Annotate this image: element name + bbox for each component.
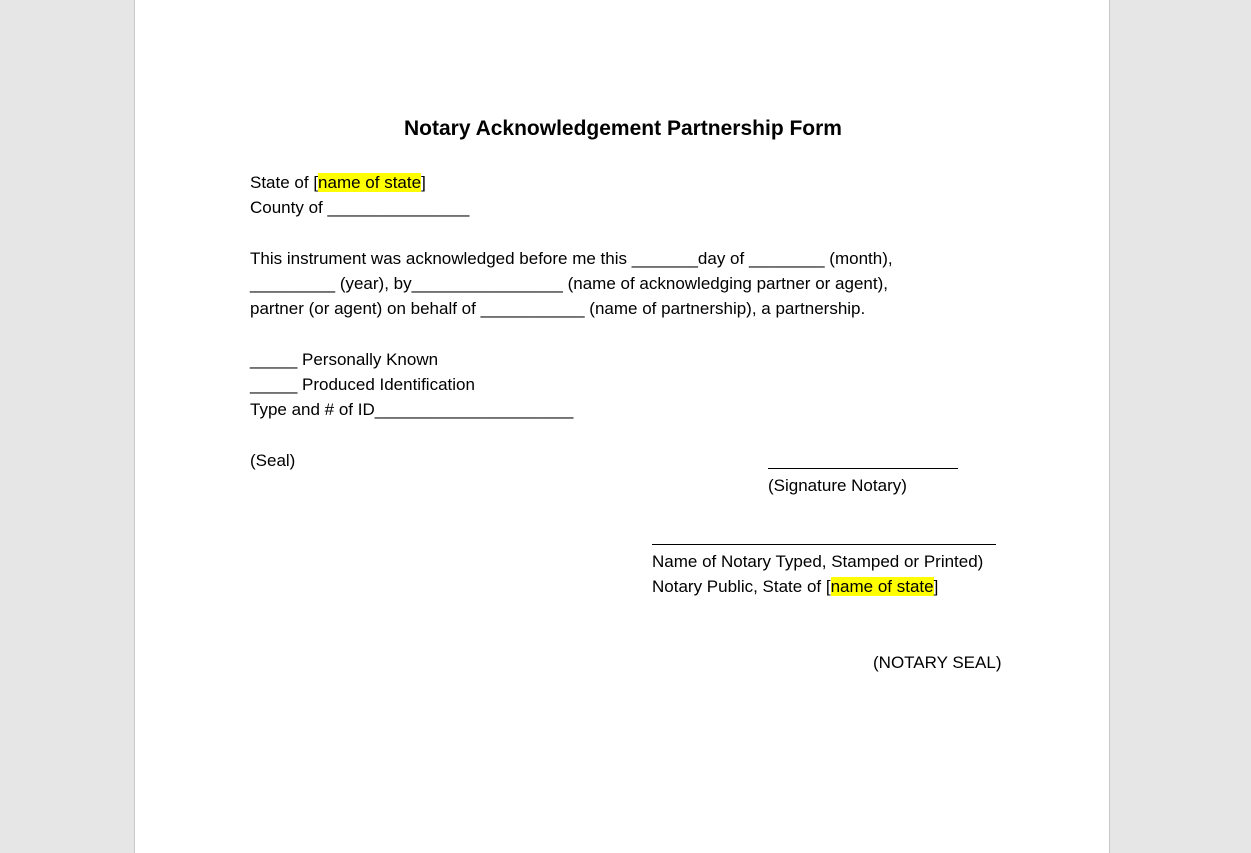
- body-line-3: partner (or agent) on behalf of ___________ (name of partnership), a partnership.: [250, 299, 866, 318]
- document-page: [134, 0, 1110, 853]
- notary-public-line: [652, 577, 938, 597]
- state-placeholder-highlight: name of state: [318, 173, 422, 192]
- state-prefix: State of [: [250, 173, 319, 192]
- signature-rule: [768, 468, 958, 469]
- notary-state-placeholder-highlight: name of state: [830, 577, 934, 596]
- notary-public-suffix: ]: [933, 577, 939, 596]
- notary-name-rule: [652, 544, 996, 545]
- notary-name-label: Name of Notary Typed, Stamped or Printed): [652, 552, 984, 571]
- document-title: Notary Acknowledgement Partnership Form: [404, 117, 842, 140]
- notary-seal-label: (NOTARY SEAL): [873, 653, 1002, 672]
- signature-notary-label: (Signature Notary): [768, 476, 907, 495]
- county-line: County of _______________: [250, 198, 470, 217]
- seal-label: (Seal): [250, 451, 296, 470]
- produced-identification-line: _____ Produced Identification: [250, 375, 475, 394]
- body-line-1: This instrument was acknowledged before me this _______day of ________ (month),: [250, 249, 893, 268]
- state-line: [250, 173, 426, 193]
- notary-public-prefix: Notary Public, State of [: [652, 577, 831, 596]
- personally-known-line: _____ Personally Known: [250, 350, 439, 369]
- type-id-line: Type and # of ID_____________________: [250, 400, 574, 419]
- body-line-2: _________ (year), by________________ (name of acknowledging partner or agent),: [250, 274, 888, 293]
- state-suffix: ]: [421, 173, 426, 192]
